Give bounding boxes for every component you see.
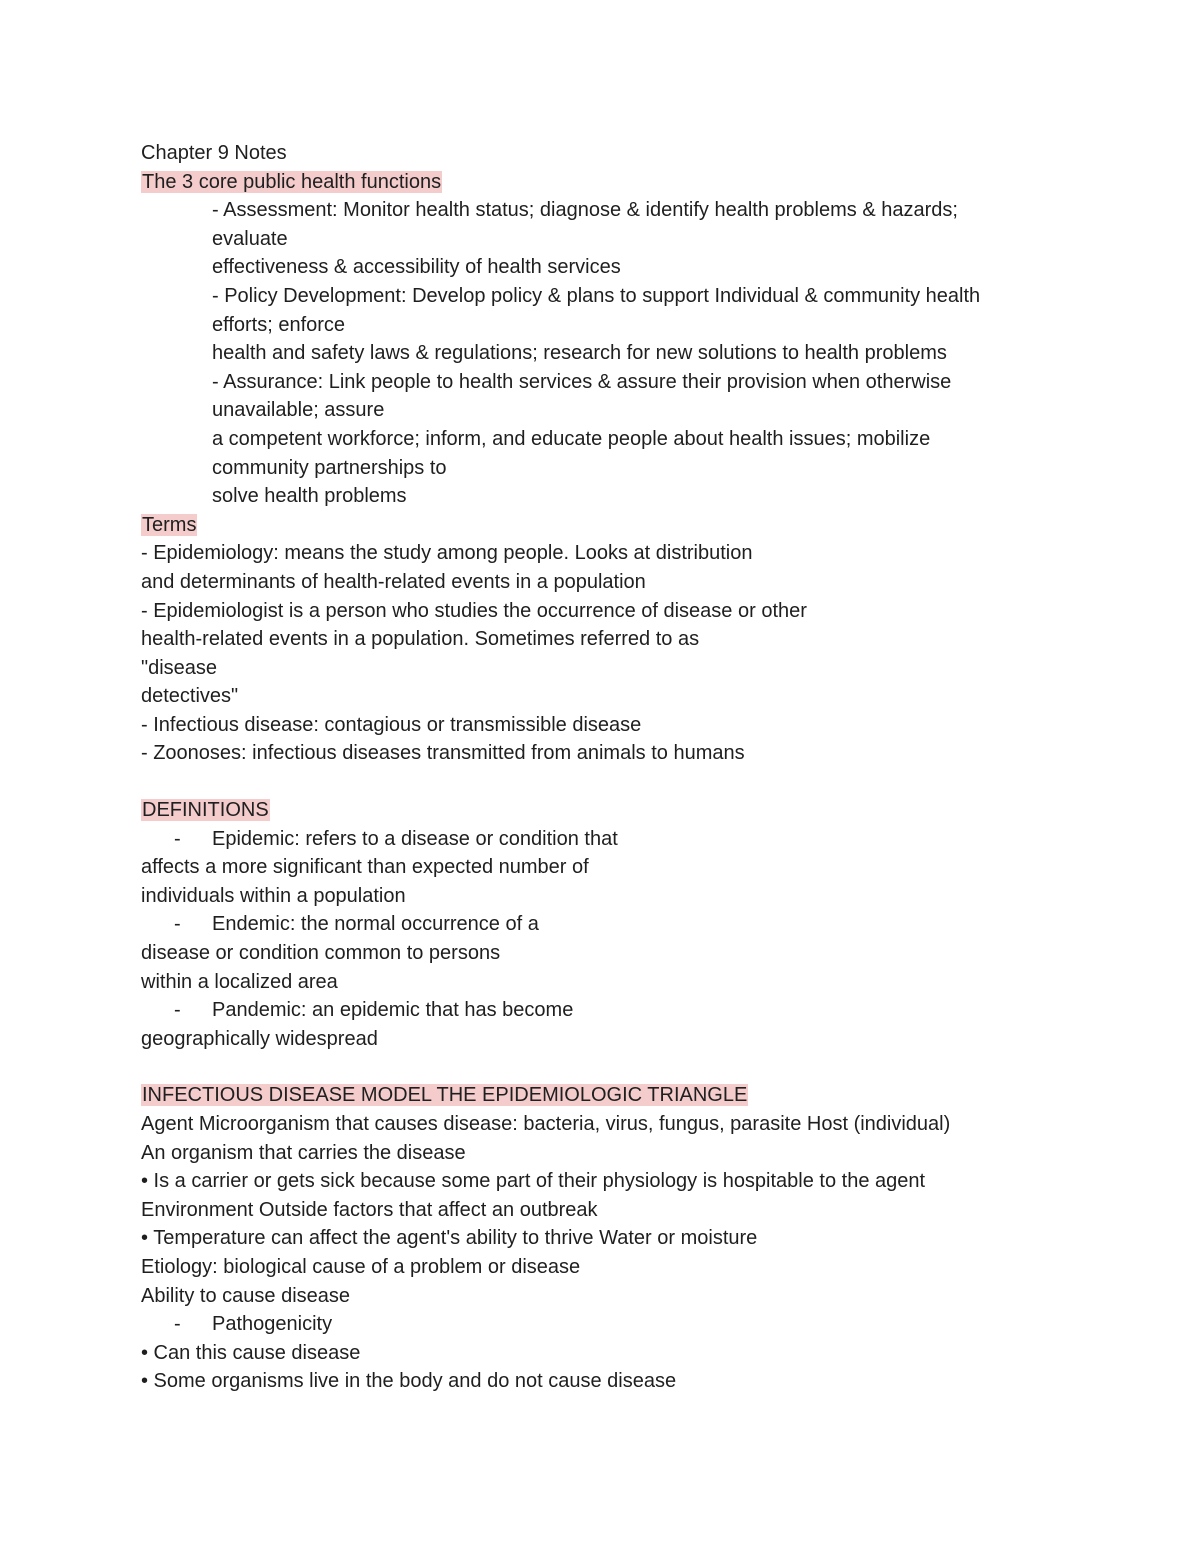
core-line: health and safety laws & regulations; research for new solutions to health problems xyxy=(212,342,947,365)
core-line: efforts; enforce xyxy=(212,313,346,336)
definition-item-pandemic xyxy=(141,996,1061,1025)
spacer xyxy=(141,1053,1061,1081)
section-heading-core-functions xyxy=(141,168,1061,197)
terms-line: - Epidemiology: means the study among people. Looks at distribution xyxy=(141,542,753,565)
definition-line: within a localized area xyxy=(141,970,338,993)
definition-text: Pandemic: an epidemic that has become xyxy=(212,999,574,1022)
definition-line: individuals within a population xyxy=(141,884,406,907)
triangle-line: • Can this cause disease xyxy=(141,1341,361,1364)
document-title: Chapter 9 Notes xyxy=(141,142,287,164)
terms-line: and determinants of health-related events in a population xyxy=(141,570,646,593)
heading-highlight: INFECTIOUS DISEASE MODEL THE EPIDEMIOLOGIC TRIANGLE xyxy=(142,1084,748,1107)
heading-highlight: Terms xyxy=(142,513,197,536)
definition-text: Epidemic: refers to a disease or condition that xyxy=(212,827,618,850)
triangle-line: • Is a carrier or gets sick because some part of their physiology is hospitable to the agent xyxy=(141,1170,926,1193)
dash-bullet: - xyxy=(174,999,181,1022)
spacer xyxy=(141,768,1061,796)
section-heading-definitions xyxy=(141,796,1061,825)
core-line: - Policy Development: Develop policy & plans to support Individual & community health xyxy=(212,284,981,307)
definition-item-endemic xyxy=(141,910,1061,939)
core-line: a competent workforce; inform, and educate people about health issues; mobilize xyxy=(212,427,931,450)
triangle-line: • Temperature can affect the agent's ability to thrive Water or moisture xyxy=(141,1227,758,1250)
definition-item-epidemic xyxy=(141,825,1061,854)
terms-line: health-related events in a population. Sometimes referred to as xyxy=(141,628,700,651)
core-line: - Assurance: Link people to health services & assure their provision when otherwise xyxy=(212,370,952,393)
definition-line: geographically widespread xyxy=(141,1027,378,1050)
terms-line: - Infectious disease: contagious or transmissible disease xyxy=(141,713,642,736)
triangle-line: Environment Outside factors that affect an outbreak xyxy=(141,1198,598,1221)
definition-text: Endemic: the normal occurrence of a xyxy=(212,913,539,936)
heading-highlight: DEFINITIONS xyxy=(142,799,269,822)
core-line: evaluate xyxy=(212,227,288,250)
terms-line: "disease xyxy=(141,656,218,679)
triangle-line: Agent Microorganism that causes disease: bacteria, virus, fungus, parasite Host (individual) xyxy=(141,1113,951,1135)
section-heading-terms xyxy=(141,511,1061,540)
core-line: community partnerships to xyxy=(212,456,447,479)
dash-bullet: - xyxy=(174,827,181,850)
triangle-dash-text: Pathogenicity xyxy=(212,1313,333,1336)
triangle-line: Etiology: biological cause of a problem or disease xyxy=(141,1255,581,1278)
terms-line: - Zoonoses: infectious diseases transmitted from animals to humans xyxy=(141,742,745,765)
definition-line: affects a more significant than expected number of xyxy=(141,856,589,879)
dash-bullet: - xyxy=(174,913,181,936)
core-line: - Assessment: Monitor health status; diagnose & identify health problems & hazards; xyxy=(212,199,958,222)
definition-line: disease or condition common to persons xyxy=(141,942,501,965)
terms-line: detectives" xyxy=(141,685,239,708)
section-heading-triangle xyxy=(141,1081,1061,1110)
core-line: unavailable; assure xyxy=(212,399,385,422)
triangle-line: • Some organisms live in the body and do not cause disease xyxy=(141,1370,677,1393)
terms-line: - Epidemiologist is a person who studies the occurrence of disease or other xyxy=(141,599,807,622)
core-line: solve health problems xyxy=(212,485,407,508)
document-page xyxy=(141,139,1061,1396)
triangle-item-pathogenicity xyxy=(141,1310,1061,1339)
core-line: effectiveness & accessibility of health services xyxy=(212,256,621,279)
triangle-line: An organism that carries the disease xyxy=(141,1141,466,1164)
triangle-line: Ability to cause disease xyxy=(141,1284,351,1307)
dash-bullet: - xyxy=(174,1313,181,1336)
heading-highlight: The 3 core public health functions xyxy=(142,170,442,193)
